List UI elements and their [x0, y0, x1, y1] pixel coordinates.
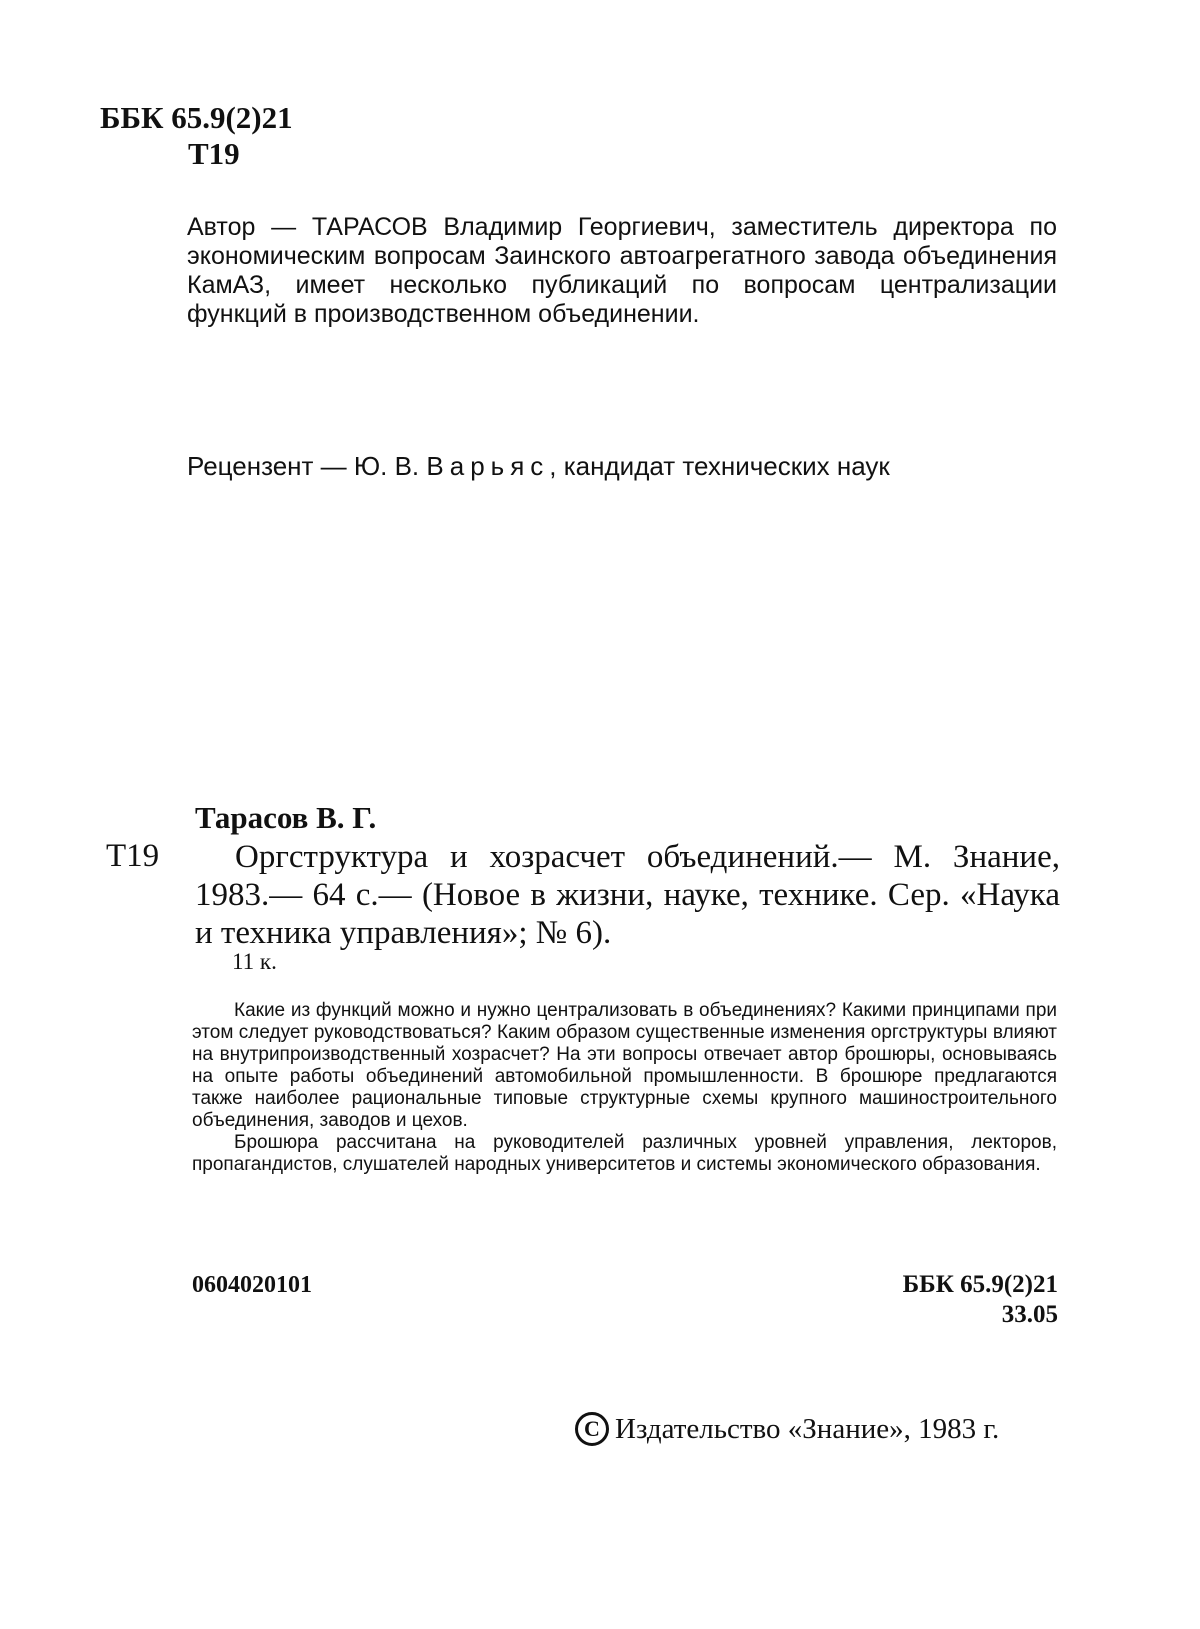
reviewer-prefix: Рецензент — Ю. В.	[187, 451, 427, 481]
reviewer-suffix: , кандидат технических наук	[549, 451, 890, 481]
card-index: Т19	[106, 838, 160, 874]
copyright-icon: С	[575, 1412, 609, 1446]
bbk-footer	[903, 1270, 1058, 1330]
reviewer-name: Варьяс	[426, 451, 550, 481]
annotation	[192, 1000, 1057, 1176]
annotation-paragraph: Какие из функций можно и нужно централизовать в объединениях? Какими принципами при этом следует руководствоваться? Каким образом существенные изменения оргструктуры влияют на внутрипроизводственный хозрасчет? На эти вопросы отвечает автор брошюры, основываясь на опыте работы объединений автомобильной промышленности. В брошюре предлагаются также наиболее рациональные типовые структурные схемы крупного машиностроительного объединения, заводов и цехов.	[192, 1000, 1057, 1131]
bbk-code: ББК 65.9(2)21	[100, 100, 293, 135]
author-mark: Т19	[188, 136, 240, 171]
price: 11 к.	[232, 949, 277, 974]
annotation-paragraph: Брошюра рассчитана на руководителей различных уровней управления, лекторов, пропагандистов, слушателей народных университетов и системы экономического образования.	[192, 1132, 1057, 1175]
bbk-subcode: 33.05	[1001, 1301, 1058, 1328]
card-description: Оргструктура и хозрасчет объединений.— М. Знание, 1983.— 64 с.— (Новое в жизни, науке, технике. Сер. «Наука и техника управления»; № 6).	[195, 839, 1060, 951]
bbk-header	[100, 100, 293, 172]
copyright-line	[575, 1412, 999, 1446]
reviewer-line	[187, 450, 890, 482]
copyright-text: Издательство «Знание», 1983 г.	[615, 1413, 1000, 1445]
classification-code: 0604020101	[192, 1272, 312, 1298]
bbk-code-bottom: ББК 65.9(2)21	[902, 1271, 1058, 1298]
card-author: Тарасов В. Г.	[195, 800, 377, 835]
author-note: Автор — ТАРАСОВ Владимир Георгиевич, заместитель директора по экономическим вопросам Заинского автоагрегатного завода объединения КамАЗ, имеет несколько публикаций по вопросам централизации функций в производственном объединении.	[187, 213, 1057, 328]
